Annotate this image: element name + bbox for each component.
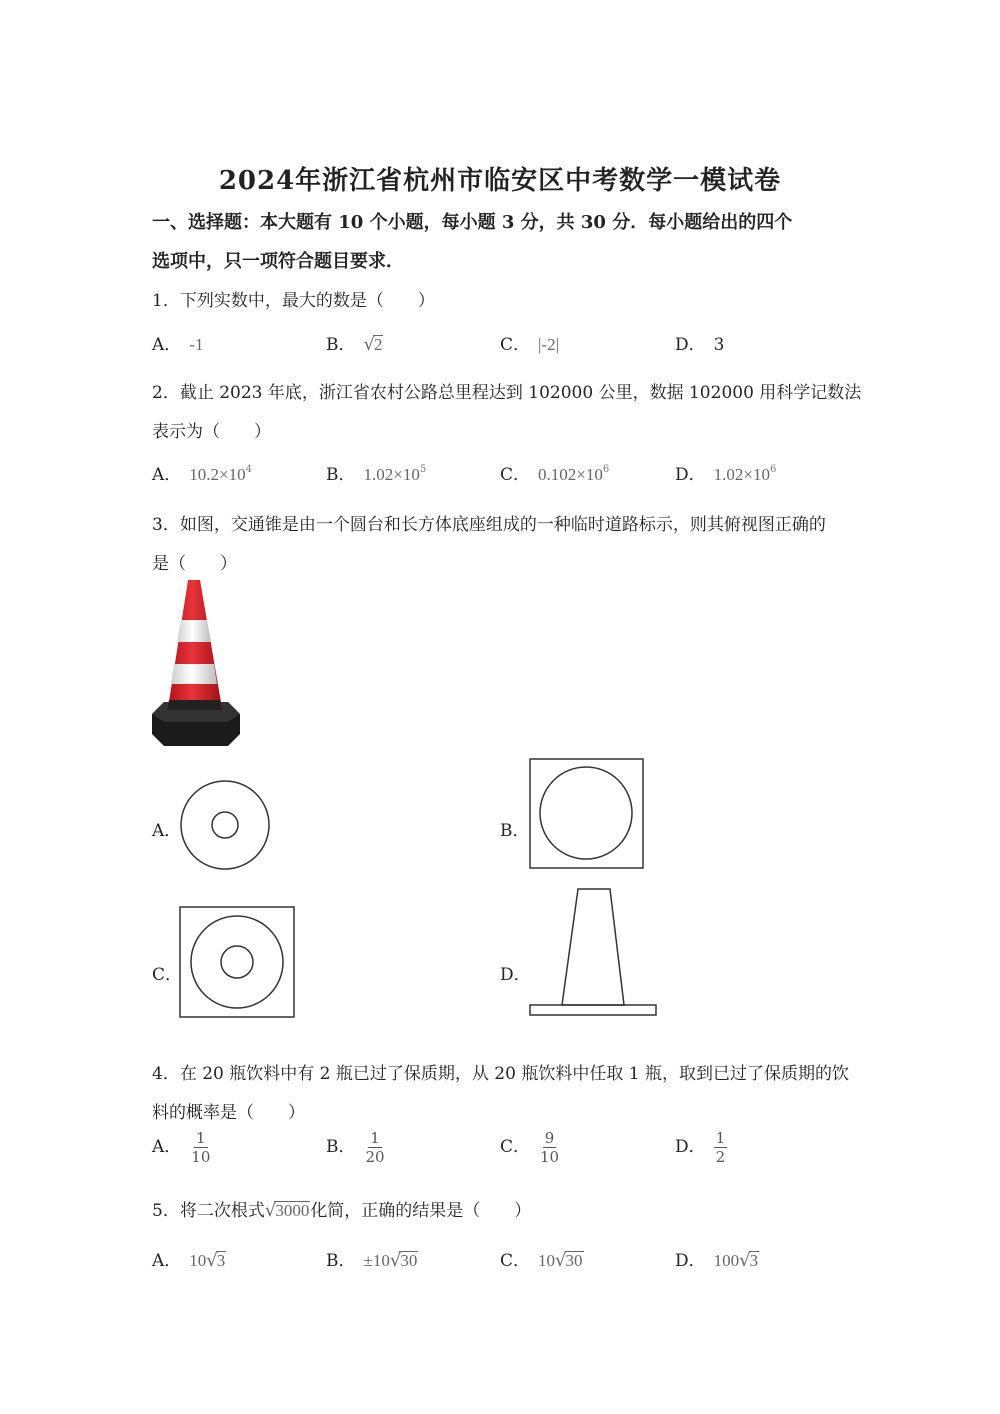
option-coefficient: 10 [189, 1251, 207, 1270]
q2-option-a [152, 460, 252, 485]
option-label: D． [675, 335, 706, 355]
option-fraction [538, 1130, 561, 1165]
option-label: B． [326, 465, 356, 485]
option-label: D． [675, 465, 706, 485]
traffic-cone-image [148, 576, 244, 748]
section-heading-line2: 选项中，只一项符合题目要求． [152, 251, 404, 272]
option-value: 1.02×10 [713, 465, 770, 484]
question-3-stem-line1: 3．如图，交通锥是由一个圆台和长方体底座组成的一种临时道路标示，则其俯视图正确的 [152, 515, 826, 535]
option-value: 2 [373, 335, 383, 354]
q2-option-d [675, 460, 776, 485]
question-5-stem-suffix: 化简，正确的结果是（ ） [310, 1201, 532, 1221]
option-coefficient: 100 [713, 1251, 740, 1270]
question-5-stem-prefix: 5．将二次根式 [152, 1201, 265, 1221]
option-exponent: 4 [245, 464, 252, 475]
option-label: D． [675, 1251, 706, 1271]
radical-sign: √ [389, 1250, 402, 1271]
q4-option-a [152, 1130, 212, 1165]
option-value: -1 [189, 335, 204, 354]
q3-option-d-figure [528, 887, 660, 1019]
question-2-stem-line1: 2．截止 2023 年底，浙江省农村公路总里程达到 102000 公里，数据 102000 用科学记数法 [152, 383, 862, 403]
option-fraction [189, 1130, 212, 1165]
question-2-stem-line2: 表示为（ ） [152, 422, 271, 442]
radical-sign: √ [555, 1250, 567, 1271]
q3-option-a-label: A． [152, 821, 182, 841]
option-label: A． [152, 465, 182, 485]
option-exponent: 6 [769, 464, 777, 475]
q3-option-c-label: C． [152, 965, 183, 985]
radical-sign: √ [206, 1250, 218, 1271]
option-label: C． [500, 1251, 531, 1271]
q2-option-b [326, 460, 426, 485]
question-5-stem [152, 1196, 531, 1221]
page-title: 2024年浙江省杭州市临安区中考数学一模试卷 [218, 166, 782, 196]
question-3-stem-line2: 是（ ） [152, 554, 237, 574]
question-1-stem: 1．下列实数中，最大的数是（ ） [152, 291, 435, 311]
radical-sign: √ [363, 334, 375, 355]
option-label: A． [152, 1251, 182, 1271]
radical-sign: √ [739, 1250, 751, 1271]
option-label: A． [152, 335, 182, 355]
fraction-denominator: 20 [365, 1148, 385, 1166]
option-label: D． [675, 1137, 706, 1157]
option-label: C． [500, 1137, 531, 1157]
q5-option-d [675, 1246, 759, 1271]
option-label: A． [152, 1137, 182, 1157]
q4-option-d [675, 1130, 727, 1165]
option-label: B． [326, 1251, 356, 1271]
option-radicand: 30 [400, 1251, 418, 1270]
fraction-denominator: 2 [715, 1148, 726, 1166]
option-value: 3 [713, 335, 725, 355]
q5-option-a [152, 1246, 226, 1271]
option-exponent: 6 [602, 464, 610, 475]
option-value: 0.102×10 [538, 465, 603, 484]
fraction-numerator: 1 [715, 1129, 726, 1147]
fraction-numerator: 9 [544, 1129, 555, 1147]
q4-option-c [500, 1130, 561, 1165]
q1-option-d [675, 330, 724, 355]
option-fraction [364, 1130, 387, 1165]
q1-option-c [500, 330, 559, 355]
fraction-denominator: 10 [191, 1148, 211, 1166]
fraction-numerator: 1 [370, 1129, 380, 1147]
q1-option-b [326, 330, 383, 355]
fraction-denominator: 10 [540, 1148, 560, 1166]
question-4-stem-line1: 4．在 20 瓶饮料中有 2 瓶已过了保质期，从 20 瓶饮料中任取 1 瓶，取到已过了保质期的饮 [152, 1064, 849, 1084]
option-exponent: 5 [419, 464, 427, 475]
option-radicand: 30 [565, 1251, 583, 1270]
q5-option-c [500, 1246, 584, 1271]
q1-option-a [152, 330, 203, 355]
option-label: C． [500, 465, 531, 485]
option-radicand: 3 [749, 1251, 759, 1270]
fraction-numerator: 1 [196, 1129, 206, 1147]
question-4-stem-line2: 料的概率是（ ） [152, 1103, 305, 1123]
q3-option-b-figure [529, 758, 645, 870]
section-heading-line1: 一、选择题：本大题有 10 个小题，每小题 3 分，共 30 分．每小题给出的四个 [152, 212, 793, 233]
option-label: C． [500, 335, 531, 355]
q3-option-b-label: B． [500, 821, 530, 841]
radical-sign: √ [264, 1200, 277, 1221]
question-5-radicand: 3000 [275, 1201, 310, 1220]
q2-option-c [500, 460, 609, 485]
q3-option-c-figure [179, 906, 296, 1019]
option-value: 10.2×10 [189, 465, 246, 484]
option-radicand: 3 [216, 1251, 226, 1270]
option-coefficient: ±10 [363, 1251, 390, 1270]
q3-option-d-label: D． [500, 965, 531, 985]
q3-option-a-figure [178, 778, 272, 872]
option-label: B． [326, 1137, 356, 1157]
option-label: B． [326, 335, 356, 355]
option-fraction [714, 1130, 728, 1165]
q4-option-b [326, 1130, 387, 1165]
option-value: |-2| [538, 335, 559, 354]
option-value: 1.02×10 [363, 465, 420, 484]
option-coefficient: 10 [538, 1251, 556, 1270]
q5-option-b [326, 1246, 418, 1271]
